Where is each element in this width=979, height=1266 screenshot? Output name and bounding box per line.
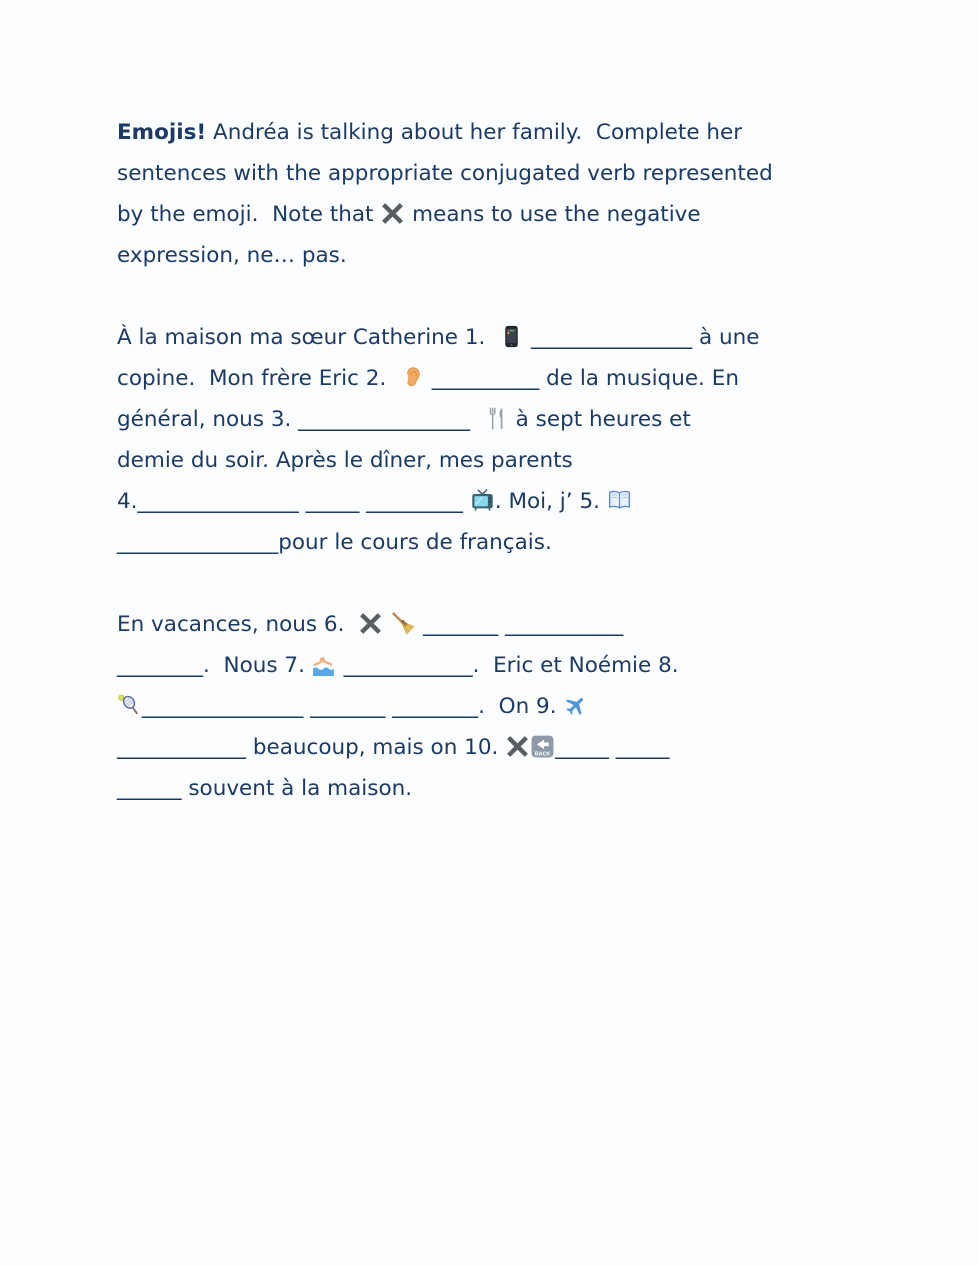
swimmer-icon <box>312 652 337 677</box>
open-book-icon <box>607 488 632 513</box>
text-segment: sentences with the appropriate conjugated verb represented <box>117 161 773 186</box>
instructions-paragraph <box>117 112 929 276</box>
text-line <box>117 194 929 235</box>
text-line <box>117 399 929 440</box>
text-segment: ______ souvent à la maison. <box>117 776 413 801</box>
text-line <box>117 358 929 399</box>
negative-x-icon <box>380 201 405 226</box>
text-segment: _______ ___________ <box>416 612 624 637</box>
text-line <box>117 727 929 768</box>
fork-knife-icon <box>484 406 509 431</box>
lead-word: Emojis! <box>117 120 207 145</box>
text-line <box>117 604 929 645</box>
text-line <box>117 112 929 153</box>
text-segment: À la maison ma sœur Catherine 1. <box>117 325 500 350</box>
text-segment: En vacances, nous 6. <box>117 612 359 637</box>
svg-text:BACK: BACK <box>534 751 551 758</box>
text-line <box>117 768 929 809</box>
tv-icon <box>470 488 495 513</box>
vacation-paragraph <box>117 604 929 809</box>
text-segment: général, nous 3. ________________ <box>117 407 484 432</box>
text-segment: demie du soir. Après le dîner, mes parents <box>117 448 573 473</box>
text-line <box>117 153 929 194</box>
back-icon <box>530 734 555 759</box>
text-segment: expression, ne… pas. <box>117 243 347 268</box>
negative-x-icon <box>505 734 530 759</box>
text-line <box>117 686 929 727</box>
text-segment: ____________ beaucoup, mais on 10. <box>117 735 506 760</box>
broom-icon <box>391 611 416 636</box>
text-segment: ________. Nous 7. <box>117 653 312 678</box>
ear-icon <box>400 365 425 390</box>
tennis-icon <box>117 693 142 718</box>
text-segment: means to use the negative <box>405 202 701 227</box>
mobile-phone-icon <box>499 324 524 349</box>
text-segment: _______________ à une <box>524 325 760 350</box>
airplane-icon <box>563 693 588 718</box>
text-line <box>117 522 929 563</box>
negative-x-icon <box>358 611 383 636</box>
text-segment: 4._______________ _____ _________ <box>117 489 470 514</box>
text-segment: . Moi, j’ 5. <box>494 489 607 514</box>
text-line <box>117 481 929 522</box>
text-segment: copine. Mon frère Eric 2. <box>117 366 400 391</box>
text-line <box>117 317 929 358</box>
text-segment: by the emoji. Note that <box>117 202 381 227</box>
text-line <box>117 235 929 276</box>
text-segment: _______________pour le cours de français. <box>117 530 552 555</box>
text-segment: _______________ _______ ________. On 9. <box>142 694 564 719</box>
text-segment: à sept heures et <box>508 407 691 432</box>
text-segment: _____ _____ <box>555 735 670 760</box>
text-segment: Andréa is talking about her family. Complete her <box>206 120 743 145</box>
text-segment: __________ de la musique. En <box>424 366 739 391</box>
family-paragraph <box>117 317 929 563</box>
text-line <box>117 645 929 686</box>
text-line <box>117 440 929 481</box>
text-segment: ____________. Eric et Noémie 8. <box>336 653 679 678</box>
